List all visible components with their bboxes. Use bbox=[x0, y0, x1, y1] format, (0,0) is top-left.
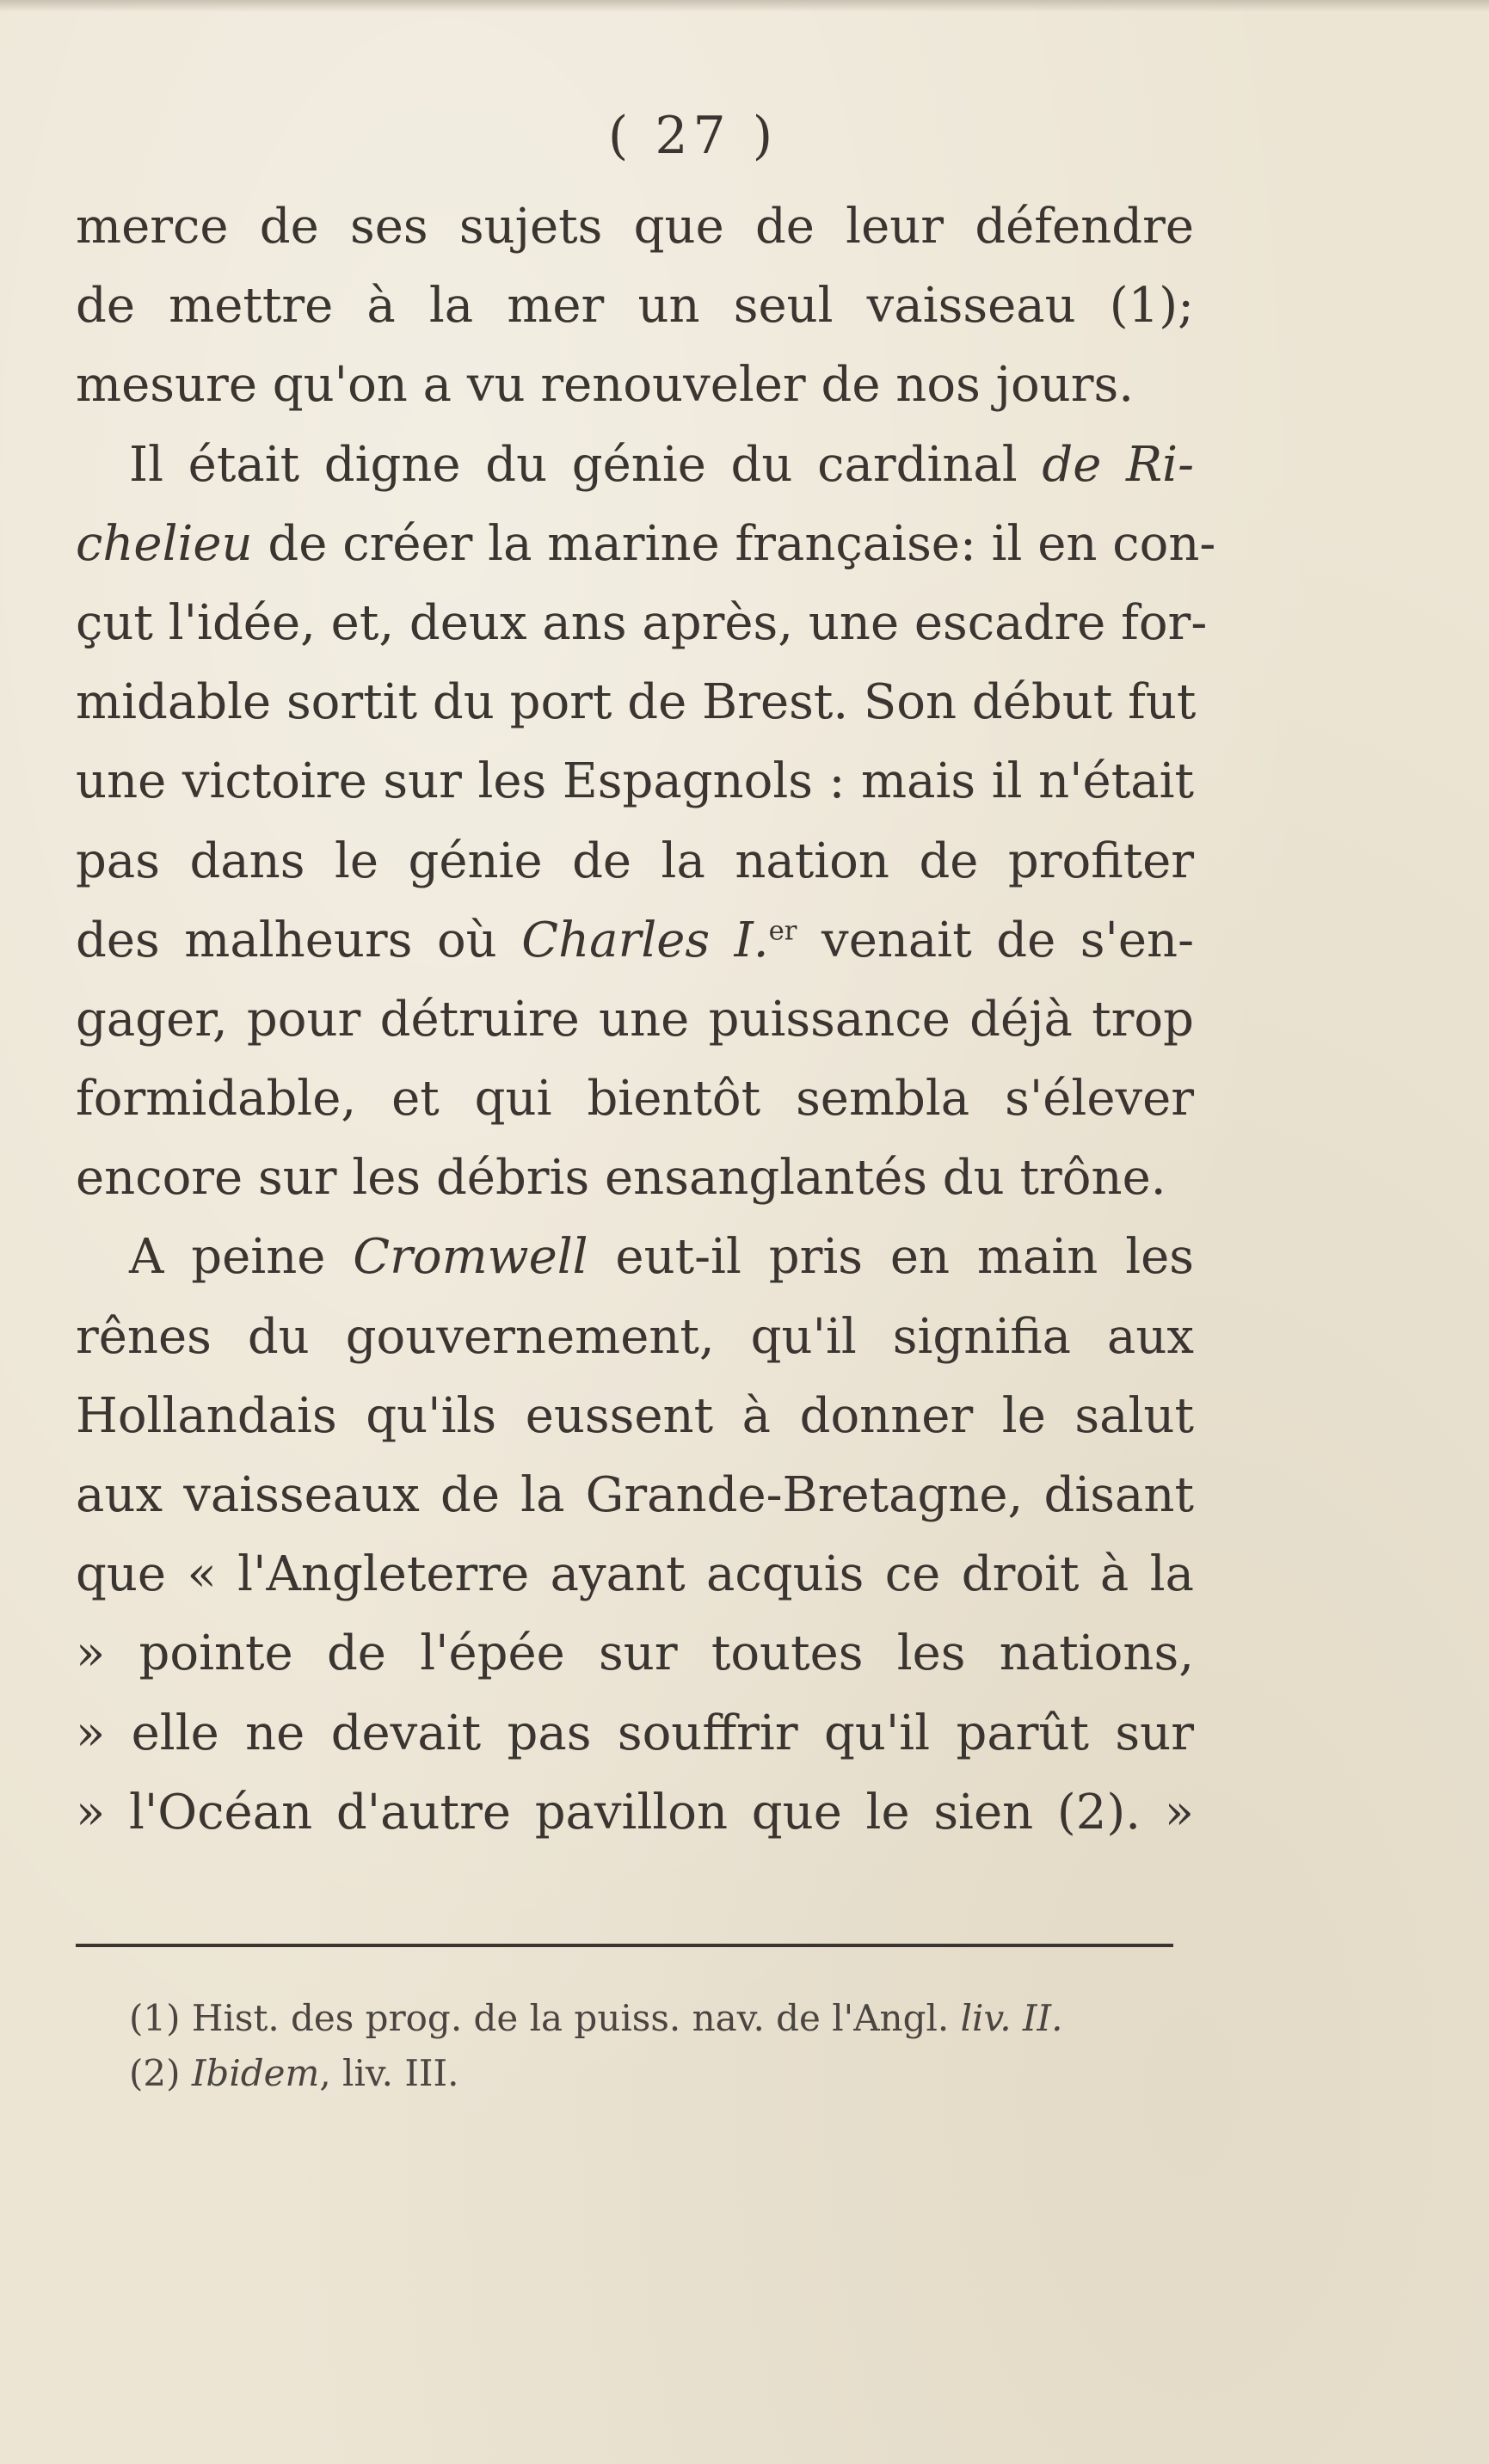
line-text: que « l'Angleterre ayant acquis ce droit à la bbox=[76, 1546, 1194, 1603]
line-text: A peine bbox=[129, 1229, 354, 1286]
body-line bbox=[76, 901, 1194, 980]
line-text: de créer la marine française: il en con- bbox=[252, 515, 1216, 572]
line-text: Il était digne du génie du cardinal bbox=[129, 436, 1043, 493]
footnote bbox=[129, 1991, 1204, 2046]
line-text: gager, pour détruire une puissance déjà trop bbox=[76, 991, 1194, 1048]
italic-text: de Ri- bbox=[1042, 436, 1195, 493]
body-line bbox=[76, 742, 1194, 821]
footnote-text: (2) bbox=[129, 2052, 192, 2094]
footnote bbox=[129, 2046, 1204, 2101]
body-line bbox=[76, 1298, 1194, 1377]
body-line bbox=[76, 584, 1208, 663]
footnote-rule bbox=[76, 1944, 1173, 1947]
line-text: pas dans le génie de la nation de profiter bbox=[76, 833, 1194, 889]
body-text bbox=[76, 187, 1216, 1853]
footnotes bbox=[129, 1991, 1204, 2101]
page-top-edge bbox=[0, 0, 1489, 12]
body-line bbox=[76, 267, 1194, 346]
line-text: formidable, et qui bientôt sembla s'élever bbox=[76, 1071, 1194, 1128]
line-text: mesure qu'on a vu renouveler de nos jours. bbox=[76, 357, 1135, 414]
body-line bbox=[76, 505, 1216, 584]
body-line bbox=[76, 1694, 1194, 1773]
italic-text: Charles I. bbox=[521, 912, 769, 968]
body-line bbox=[76, 1139, 1194, 1218]
footnote-text: , liv. III. bbox=[319, 2052, 459, 2094]
body-line bbox=[76, 187, 1194, 267]
body-line bbox=[76, 346, 1194, 425]
line-text: çut l'idée, et, deux ans après, une escadre for- bbox=[76, 594, 1208, 651]
body-line bbox=[76, 1218, 1194, 1297]
line-text: eut-il pris en main les bbox=[588, 1229, 1194, 1286]
line-text: une victoire sur les Espagnols : mais il n'était bbox=[76, 753, 1194, 810]
body-line bbox=[76, 1614, 1194, 1693]
body-line bbox=[76, 980, 1194, 1060]
body-line bbox=[76, 1377, 1194, 1456]
line-text: merce de ses sujets que de leur défendre bbox=[76, 199, 1194, 255]
body-line bbox=[76, 1535, 1194, 1614]
italic-text: chelieu bbox=[76, 515, 253, 572]
line-text: venait de s'en- bbox=[797, 912, 1194, 968]
body-line bbox=[76, 822, 1194, 901]
line-text: aux vaisseaux de la Grande-Bretagne, disant bbox=[76, 1467, 1194, 1523]
line-text: rênes du gouvernement, qu'il signifia aux bbox=[76, 1308, 1194, 1365]
line-text: » pointe de l'épée sur toutes les nations, bbox=[76, 1625, 1194, 1682]
line-text: midable sortit du port de Brest. Son début fut bbox=[76, 674, 1197, 731]
line-text: » elle ne devait pas souffrir qu'il parût sur bbox=[76, 1705, 1194, 1761]
body-line bbox=[76, 1060, 1194, 1139]
body-line bbox=[76, 1456, 1194, 1535]
body-line bbox=[76, 426, 1194, 505]
line-text: Hollandais qu'ils eussent à donner le salut bbox=[76, 1387, 1194, 1444]
line-text: des malheurs où bbox=[76, 912, 522, 968]
page-number: ( 27 ) bbox=[607, 106, 778, 166]
italic-text: Cromwell bbox=[353, 1229, 588, 1286]
line-text: encore sur les débris ensanglantés du trône. bbox=[76, 1150, 1166, 1207]
body-line bbox=[76, 1773, 1194, 1853]
superscript-text: er bbox=[768, 915, 797, 947]
italic-text: Ibidem bbox=[191, 2052, 320, 2094]
italic-text: liv. II. bbox=[960, 1997, 1063, 2039]
footnote-text: (1) Hist. des prog. de la puiss. nav. de l'Angl. bbox=[129, 1997, 961, 2039]
line-text: de mettre à la mer un seul vaisseau (1); bbox=[76, 278, 1194, 335]
body-line bbox=[76, 663, 1197, 742]
line-text: » l'Océan d'autre pavillon que le sien (2). » bbox=[76, 1784, 1194, 1840]
